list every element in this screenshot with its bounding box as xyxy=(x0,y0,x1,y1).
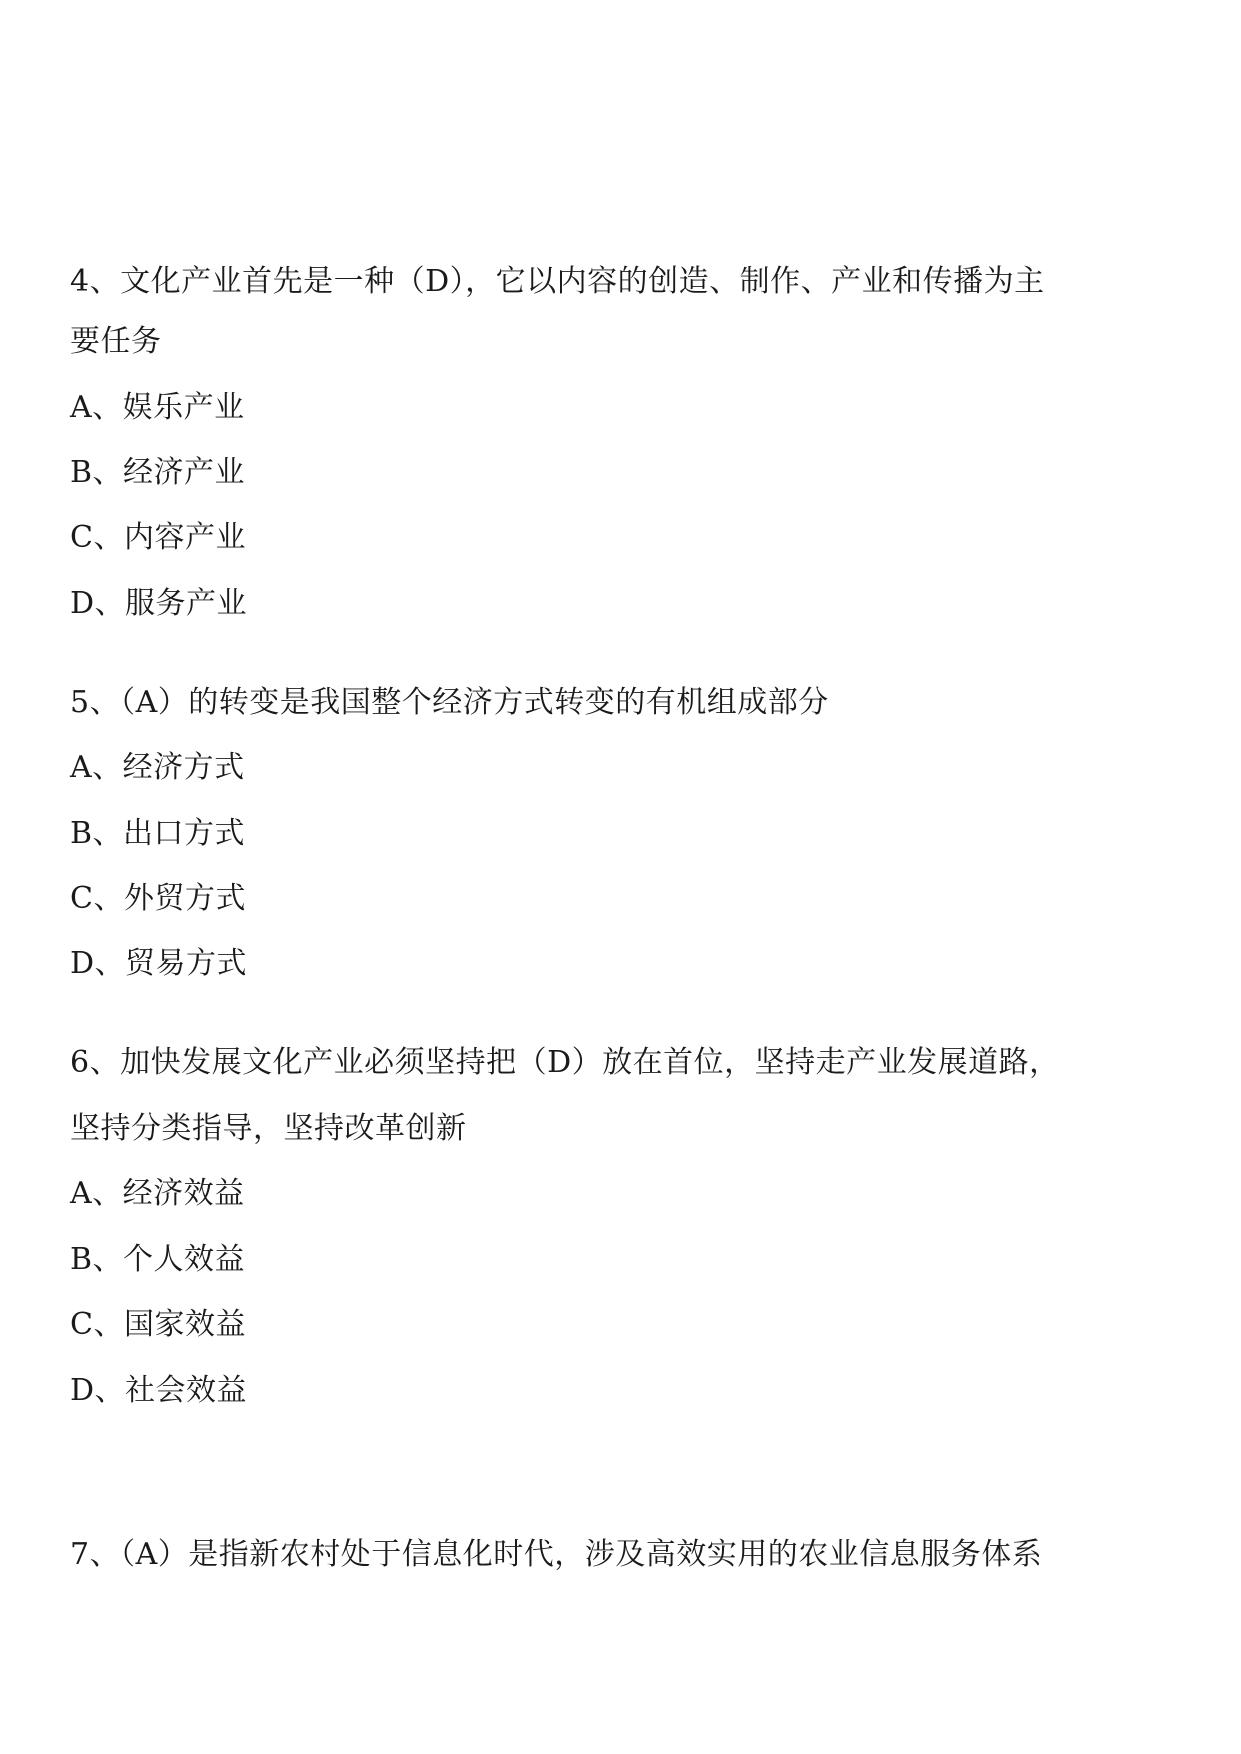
question-5-option-b: B、出口方式 xyxy=(70,816,246,851)
question-4-option-b: B、经济产业 xyxy=(70,455,246,490)
question-6-option-a: A、经济效益 xyxy=(70,1176,245,1211)
question-5-option-a: A、经济方式 xyxy=(70,750,245,785)
question-5-option-d: D、贸易方式 xyxy=(70,946,248,981)
question-5-option-c: C、外贸方式 xyxy=(70,881,246,916)
question-4-stem-line-2: 要任务 xyxy=(70,324,162,359)
question-4-stem-line-1: 4、文化产业首先是一种（D），它以内容的创造、制作、产业和传播为主 xyxy=(70,264,1045,299)
question-4-option-a: A、娱乐产业 xyxy=(70,390,245,425)
question-6-stem-line-1: 6、加快发展文化产业必须坚持把（D）放在首位，坚持走产业发展道路， xyxy=(70,1045,1060,1080)
question-7-stem-line-1: 7、（A）是指新农村处于信息化时代，涉及高效实用的农业信息服务体系 xyxy=(70,1537,1043,1572)
question-5-stem-line-1: 5、（A）的转变是我国整个经济方式转变的有机组成部分 xyxy=(70,685,829,720)
question-6-option-c: C、国家效益 xyxy=(70,1307,246,1342)
question-6-option-b: B、个人效益 xyxy=(70,1242,246,1277)
question-6-stem-line-2: 坚持分类指导，坚持改革创新 xyxy=(70,1111,467,1146)
question-4-option-c: C、内容产业 xyxy=(70,520,246,555)
question-6-option-d: D、社会效益 xyxy=(70,1373,248,1408)
question-4-option-d: D、服务产业 xyxy=(70,586,248,621)
